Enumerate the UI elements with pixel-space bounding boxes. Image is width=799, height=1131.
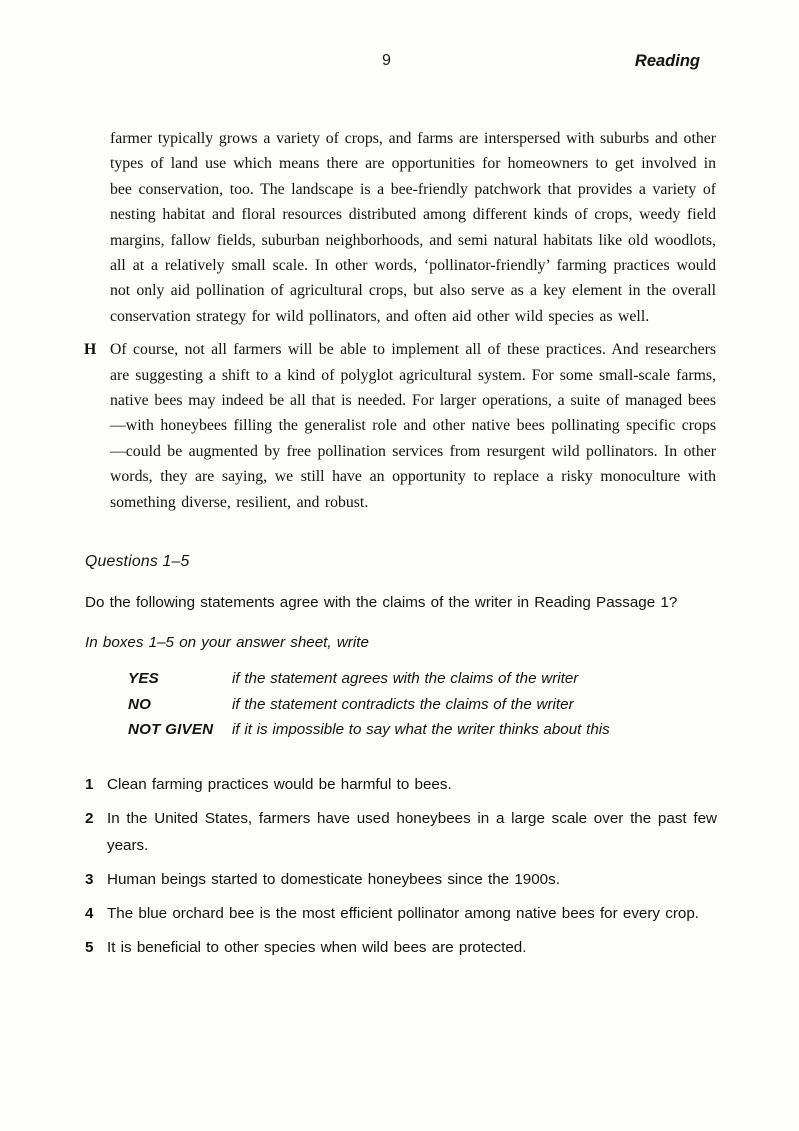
paragraph-h: [84, 337, 716, 515]
question-number-5: 5: [85, 938, 94, 956]
questions-section: [85, 553, 717, 961]
question-text-5: It is beneficial to other species when wild bees are protected.: [107, 938, 527, 956]
question-list: [85, 771, 717, 961]
question-item-1: [85, 771, 717, 798]
option-desc-no: if the statement contradicts the claims of the writer: [232, 695, 574, 713]
option-desc-yes: if the statement agrees with the claims of the writer: [232, 670, 579, 688]
paragraph-continuation: farmer typically grows a variety of crops, and farms are interspersed with suburbs and other types of land use which means there are opportunities for homeowners to get involved in bee conservation, too. The landscape is a bee-friendly patchwork that provides a variety of nesting habitat and floral resources distributed among different kinds of crops, weedy field margins, fallow fields, suburban neighborhoods, and semi natural habitats like old woodlots, all at a relatively small scale. In other words, ‘pollinator-friendly’ farming practices would not only aid pollination of agricultural crops, but also serve as a key element in the overall conservation strategy for wild pollinators, and often aid other wild species as well.: [110, 130, 716, 325]
reading-passage: [84, 126, 716, 515]
page-header: [0, 52, 799, 74]
question-item-4: [85, 900, 717, 927]
paragraph-h-label: H: [84, 341, 97, 359]
question-text-1: Clean farming practices would be harmful to bees.: [107, 775, 452, 793]
question-text-3: Human beings started to domesticate honeybees since the 1900s.: [107, 870, 560, 888]
question-text-2: In the United States, farmers have used honeybees in a large scale over the past few years.: [107, 809, 717, 854]
option-label-no: NO: [128, 695, 152, 713]
questions-title: Questions 1–5: [85, 553, 190, 571]
question-item-5: [85, 934, 717, 961]
answer-sheet-note: In boxes 1–5 on your answer sheet, write: [85, 634, 369, 652]
option-label-not-given: NOT GIVEN: [128, 721, 214, 739]
question-number-1: 1: [85, 775, 94, 793]
paragraph-h-text: Of course, not all farmers will be able to implement all of these practices. And researchers are suggesting a shift to a kind of polyglot agricultural system. For some small-scale farms, native bees may indeed be all that is needed. For larger operations, a suite of managed bees—with honeybees filling the generalist role and other native bees pollinating specific crops—could be augmented by free pollination services from resurgent wild pollinators. In other words, they are saying, we still have an opportunity to replace a risky monoculture with something diverse, resilient, and robust.: [110, 341, 716, 511]
section-header-reading: Reading: [634, 52, 700, 70]
question-item-3: [85, 866, 717, 893]
question-text-4: The blue orchard bee is the most efficient pollinator among native bees for every crop.: [107, 904, 700, 922]
option-row-no: [128, 692, 717, 718]
option-row-yes: [128, 666, 717, 692]
question-number-2: 2: [85, 809, 94, 827]
answer-options: [128, 666, 717, 743]
question-item-2: [85, 805, 717, 859]
question-number-3: 3: [85, 870, 94, 888]
question-number-4: 4: [85, 904, 94, 922]
questions-instruction: Do the following statements agree with the claims of the writer in Reading Passage 1?: [85, 594, 678, 612]
option-label-yes: YES: [128, 670, 159, 688]
option-desc-not-given: if it is impossible to say what the writer thinks about this: [232, 721, 610, 739]
option-row-not-given: [128, 717, 717, 743]
page-number: 9: [382, 52, 391, 69]
